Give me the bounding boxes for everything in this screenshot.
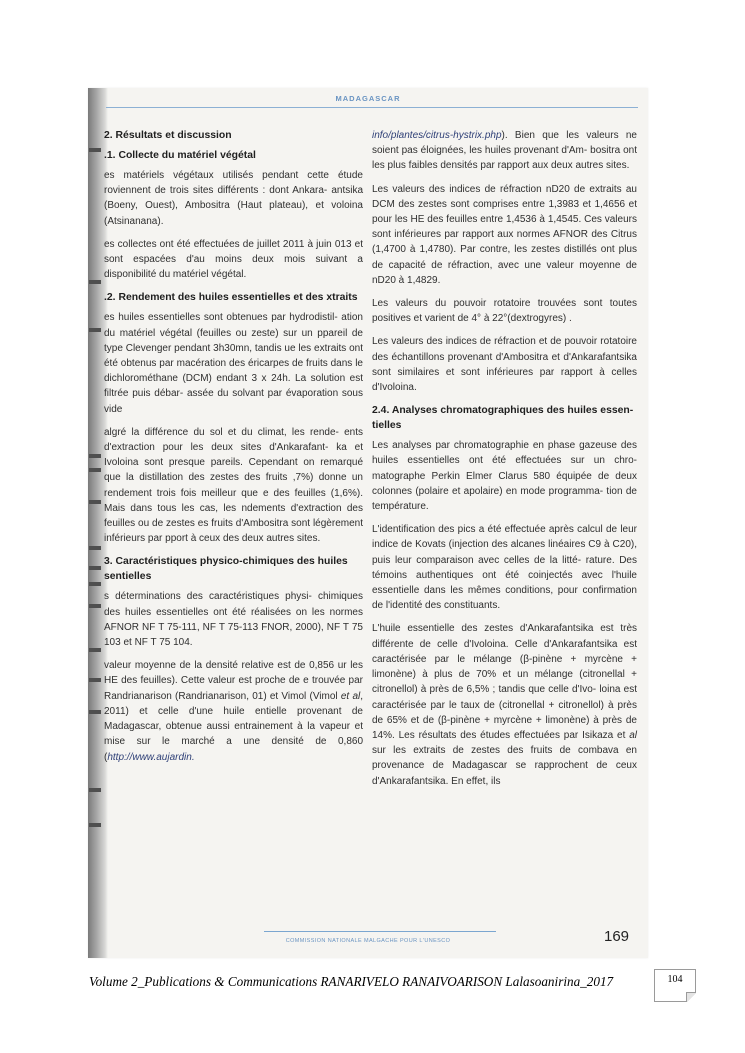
footer-text: COMMISSION NATIONALE MALGACHE POUR L'UNESCO xyxy=(285,938,451,944)
paragraph: s déterminations des caractéristiques physi- chimiques des huiles essentielles ont été réalisées on les normes AFNOR NF T 75-111, NF T 75-113 FNOR, 2000), NF T 75 103 et NF T 75 104. xyxy=(104,591,363,649)
text: ). Bien que les valeurs ne soient pas éloignées, les huiles provenant d'Am- bositra ont les plus faibles densités par rapport aux deux autres sites. xyxy=(372,130,637,172)
heading-rendement: .2. Rendement des huiles essentielles et des xtraits xyxy=(104,292,358,304)
paragraph: es matériels végétaux utilisés pendant cette étude roviennent de trois sites différents : dont Ankara- antsika (Boeny, Ouest), Ambositra (Haut plateau), et voloina (Atsinanana). xyxy=(104,170,363,227)
paragraph: es huiles essentielles sont obtenues par hydrodistil- ation du matériel végétal (feuilles ou zeste) sur un ppareil de type Clevenger pendant 3h30mn, tandis ue les extraits ont été obtenus par macération des éricarpes de fruits dans le dichlorométhane (DCM) endant 3 x 24h. La solution est filtrée puis débar- assée du solvant par évaporation sous vide xyxy=(104,312,363,415)
source-link-continued[interactable]: info/plantes/citrus-hystrix.php xyxy=(372,130,502,141)
paragraph: algré la différence du sol et du climat, les rende- ents d'extraction pour les deux sites d'Ankarafant- ka et Ivoloina sont presque pareils. Cependant on remarqué que la distillation des zestes des fruits ,7%) donne un rendement trois fois meilleur que e des feuilles (1,6%). Mais dans tous les cas, les ndements d'extraction des feuilles ou de zestes es fruits d'Ambositra sont légèrement inférieurs par pport à ceux des deux autres sites. xyxy=(104,426,363,545)
source-link[interactable]: http://www.aujardin. xyxy=(107,751,195,763)
running-head: MADAGASCAR xyxy=(335,94,401,103)
right-column xyxy=(372,128,637,797)
document-caption: Volume 2_Publications & Communications RANARIVELO RANAIVOARISON Lalasoanirina_2017 xyxy=(89,974,614,989)
text: L'huile essentielle des zestes d'Ankarafantsika est très différente de celle d'Ivoloina. Celle d'Ankarafantsika est caractérisée par le mélange (β-pinène + myrcène + limonène) à plus de 70% et un mélange (citronellal + citronellol) à près de 6,5% ; tandis que celle d'Ivo- loina est caractérisée par le taux de (citronellal + citronellol) à près de 65% et de (β-pinène + myrcène + limonène) à près de 14%. Les résultats des études effectuées par Isikaza et xyxy=(372,623,637,741)
paragraph: es collectes ont été effectuées de juillet 2011 à juin 013 et sont espacées d'au moins deux mois suivant a disponibilité du matériel végétal. xyxy=(104,238,363,281)
paragraph-refraction: Les valeurs des indices de réfraction nD20 de extraits au DCM des zestes sont comprises entre 1,3983 et 1,4656 et pour les HE des feuilles entre 1,4536 à 1,4545. Ces valeurs sont inférieures par rapport aux normes AFNOR des Citrus (1,4700 à 1,4780). Par contre, les zestes distillés ont plus de capacité de réfraction, avec une valeur moyenne de nD20 à 1,4829. xyxy=(372,183,637,286)
sheet-page-number: 104 xyxy=(654,969,696,1002)
text: , 2011) et celle d'une huile entielle provenant de Madagascar, obtenue aussi entrainement à la vapeur et mise sur le marché a une densité de 0,860 ( xyxy=(104,690,364,763)
footer-rule xyxy=(264,931,496,932)
text-italic: et al xyxy=(340,690,361,702)
paragraph xyxy=(372,621,637,788)
left-column xyxy=(104,128,363,773)
text: sur les extraits de zestes des fruits de combava en provenance de Madagascar se rapprochent de ceux d'Ankarafantsika. En effet, ils xyxy=(372,745,637,787)
paragraph: Les valeurs des indices de réfraction et de pouvoir rotatoire des échantillons provenant d'Ambositra et d'Ankarafantsika sont similaires et sont inférieures par rapport à celles d'Ivoloina. xyxy=(372,336,637,394)
text-italic: al xyxy=(629,729,637,741)
scanned-page xyxy=(88,88,648,958)
paragraph xyxy=(372,128,637,174)
text: valeur moyenne de la densité relative est de 0,856 ur les HE des feuilles). Cette valeur est proche de e trouvée par Randrianarison (Randrianarison, 01) et Vimol (Vimol xyxy=(104,660,363,702)
header-rule xyxy=(106,107,638,108)
heading-caracteristiques: 3. Caractéristiques physico-chimiques des huiles sentielles xyxy=(104,556,348,583)
paragraph: L'identification des pics a été effectuée après calcul de leur indice de Kovats (injection des alcanes linéaires C9 à C20), puis leur comparaison avec celles de la litté- rature. Des témoins authentiques ont été coinjectés avec l'huile essentielle dans les mêmes conditions, pour confirmation de l'identité des constituants. xyxy=(372,524,637,612)
heading-analyses: 2.4. Analyses chromatographiques des huiles essen- tielles xyxy=(372,405,634,432)
heading-resultats: 2. Résultats et discussion xyxy=(104,130,232,141)
paragraph: Les valeurs du pouvoir rotatoire trouvées sont toutes positives et varient de 4° à 22°(dextrogyres) . xyxy=(372,298,637,325)
paragraph: Les analyses par chromatographie en phase gazeuse des huiles essentielles ont été effectuées sur un chro- matographe Perkin Elmer Clarus 580 équipée de deux colonnes (polaire et apolaire) en mode programma- tion de température. xyxy=(372,440,637,513)
page-number: 169 xyxy=(604,928,630,945)
paragraph-densite xyxy=(104,658,363,764)
heading-collecte: .1. Collecte du matériel végétal xyxy=(104,150,256,161)
